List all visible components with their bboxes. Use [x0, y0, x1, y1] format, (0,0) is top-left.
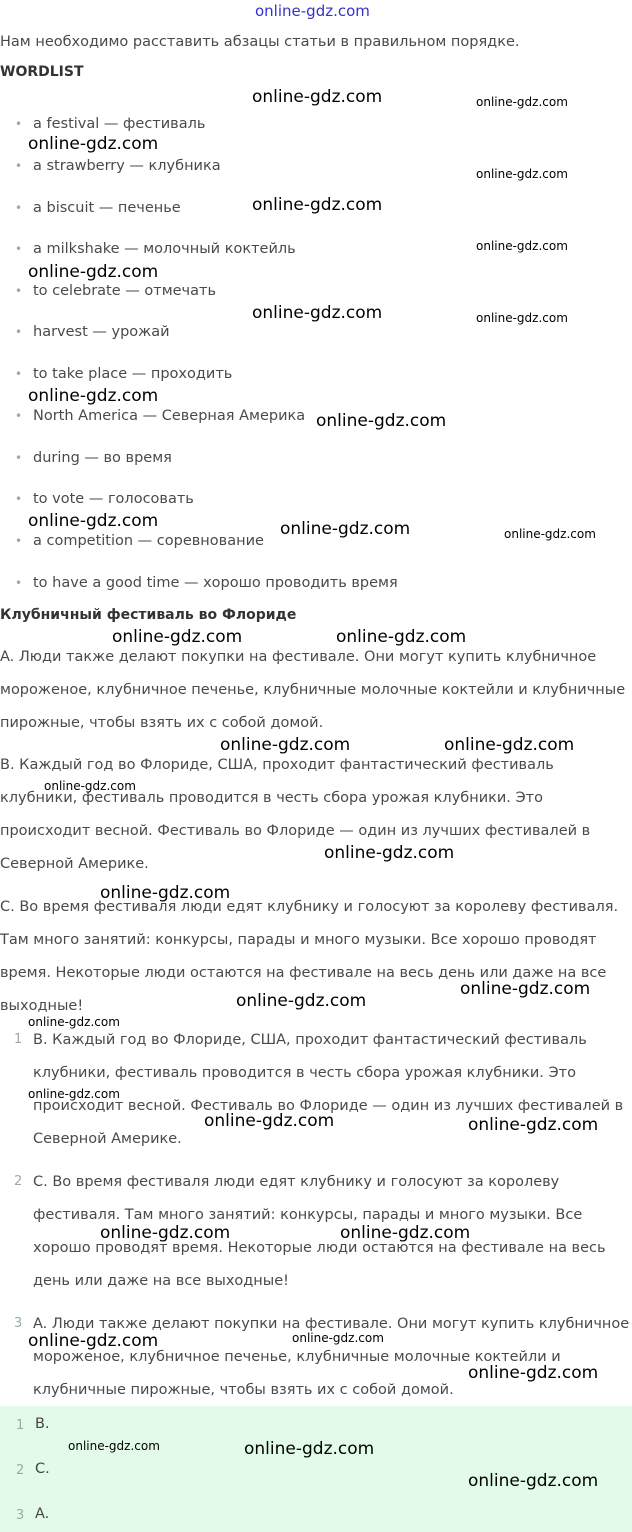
wordlist-item: • to take place — проходить — [33, 364, 232, 384]
watermark: online-gdz.com — [68, 1439, 160, 1453]
watermark: online-gdz.com — [476, 167, 568, 181]
wordlist-item: • harvest — урожай — [33, 322, 170, 342]
watermark: online-gdz.com — [28, 386, 159, 406]
watermark: online-gdz.com — [468, 1115, 599, 1135]
article-title: Клубничный фестиваль во Флориде — [0, 607, 297, 623]
wordlist-item: • North America — Северная Америка — [33, 406, 305, 426]
watermark: online-gdz.com — [28, 1015, 120, 1029]
answer-text: A. — [35, 1506, 50, 1522]
wordlist-item: • during — во время — [33, 448, 172, 468]
wordlist-item: • to have a good time — хорошо проводить время — [33, 573, 398, 593]
answer-number: 3 — [16, 1508, 25, 1523]
ordered-item-text: C. Во время фестиваля люди едят клубнику и голосуют за королеву фестиваля. Там много занятий: конкурсы, парады и много музыки. Все хорошо проводят время. Некоторые люди остаются на фестивале на весь день или даже на все выходные! — [33, 1174, 606, 1289]
watermark: online-gdz.com — [44, 779, 136, 793]
watermark: online-gdz.com — [280, 519, 411, 539]
watermark: online-gdz.com — [28, 1331, 159, 1351]
wordlist-title: WORDLIST — [0, 64, 84, 80]
ordered-item-number: 2 — [14, 1174, 23, 1189]
watermark: online-gdz.com — [476, 95, 568, 109]
watermark: online-gdz.com — [28, 1087, 120, 1101]
watermark: online-gdz.com — [468, 1471, 599, 1491]
watermark: online-gdz.com — [252, 195, 383, 215]
ordered-item-number: 3 — [14, 1316, 23, 1331]
watermark: online-gdz.com — [28, 511, 159, 531]
answer-text: B. — [35, 1416, 50, 1432]
watermark: online-gdz.com — [476, 239, 568, 253]
watermark: online-gdz.com — [252, 87, 383, 107]
watermark: online-gdz.com — [100, 1223, 231, 1243]
answer-box — [0, 1406, 632, 1532]
answer-number: 2 — [16, 1463, 25, 1478]
ordered-item-text: A. Люди также делают покупки на фестивале. Они могут купить клубничное мороженое, клубничное печенье, клубничные молочные коктейли и клубничные пирожные, чтобы взять их с собой домой. — [33, 1316, 630, 1398]
watermark: online-gdz.com — [244, 1439, 375, 1459]
watermark: online-gdz.com — [504, 527, 596, 541]
watermark: online-gdz.com — [340, 1223, 471, 1243]
watermark: online-gdz.com — [28, 134, 159, 154]
watermark: online-gdz.com — [100, 883, 231, 903]
wordlist-item: • a competition — соревнование — [33, 531, 264, 551]
ordered-item-text: B. Каждый год во Флориде, США, проходит фантастический фестиваль клубники, фестиваль проводится в честь сбора урожая клубники. Это происходит весной. Фестиваль во Флориде — один из лучших фестивалей в Северной Америке. — [33, 1032, 624, 1147]
watermark: online-gdz.com — [220, 735, 351, 755]
wordlist-item: • a milkshake — молочный коктейль — [33, 239, 296, 259]
ordered-item-number: 1 — [14, 1032, 23, 1047]
watermark: online-gdz.com — [476, 311, 568, 325]
watermark: online-gdz.com — [460, 979, 591, 999]
wordlist-item: • a strawberry — клубника — [33, 156, 221, 176]
watermark: online-gdz.com — [292, 1331, 384, 1345]
answer-number: 1 — [16, 1418, 25, 1433]
answer-text: C. — [35, 1461, 50, 1477]
watermark: online-gdz.com — [468, 1363, 599, 1383]
wordlist-item: • a festival — фестиваль — [33, 114, 205, 134]
watermark: online-gdz.com — [204, 1111, 335, 1131]
watermark: online-gdz.com — [316, 411, 447, 431]
watermark: online-gdz.com — [336, 627, 467, 647]
article-paragraph-b: B. Каждый год во Флориде, США, проходит фантастический фестиваль клубники, фестиваль проводится в честь сбора урожая клубники. Это происходит весной. Фестиваль во Флориде — один из лучших фестивалей в Северной Америке. — [0, 757, 591, 872]
watermark: online-gdz.com — [252, 303, 383, 323]
watermark: online-gdz.com — [444, 735, 575, 755]
watermark: online-gdz.com — [28, 262, 159, 282]
watermark: online-gdz.com — [112, 627, 243, 647]
intro-text: Нам необходимо расставить абзацы статьи в правильном порядке. — [0, 34, 520, 50]
watermark-top: online-gdz.com — [255, 2, 370, 20]
article-paragraph-c: C. Во время фестиваля люди едят клубнику и голосуют за королеву фестиваля. Там много занятий: конкурсы, парады и много музыки. Все хорошо проводят время. Некоторые люди остаются на фестивале на весь день или даже на все выходные! — [0, 899, 619, 1014]
article-paragraph-a: A. Люди также делают покупки на фестивале. Они могут купить клубничное мороженое, клубничное печенье, клубничные молочные коктейли и клубничные пирожные, чтобы взять их с собой домой. — [0, 649, 626, 731]
wordlist-item: • to vote — голосовать — [33, 489, 194, 509]
wordlist-item: • a biscuit — печенье — [33, 198, 181, 218]
watermark: online-gdz.com — [236, 991, 367, 1011]
watermark: online-gdz.com — [324, 843, 455, 863]
wordlist-item: • to celebrate — отмечать — [33, 281, 216, 301]
